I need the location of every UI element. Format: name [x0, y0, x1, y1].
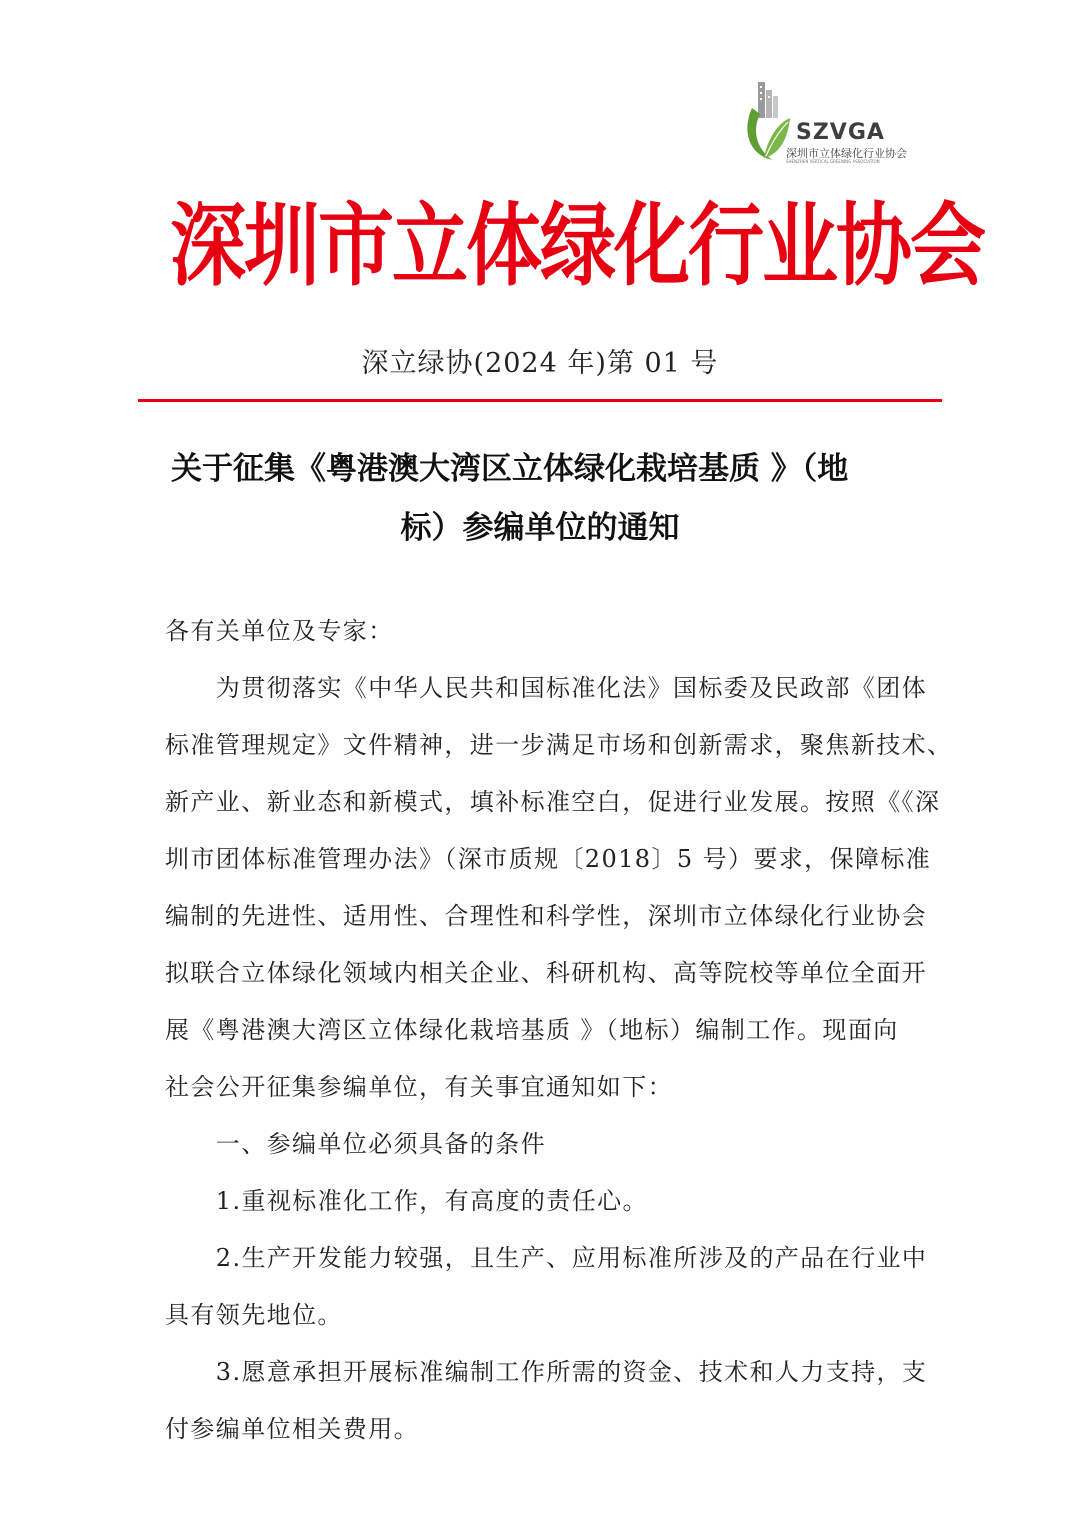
list-item-continuation: 具有领先地位。 [165, 1301, 343, 1329]
body-line: 新产业、新业态和新模式，填补标准空白，促进行业发展。按照《《深 [165, 788, 941, 816]
notice-body [165, 603, 953, 1458]
notice-title [165, 440, 915, 558]
notice-title-line: 关于征集《粤港澳大湾区立体绿化栽培基质 》（地 [171, 451, 849, 487]
document-number: 深立绿协(2024 年)第 01 号 [361, 348, 719, 379]
body-line: 为贯彻落实《中华人民共和国标准化法》国标委及民政部《团体 [165, 674, 927, 702]
body-line: 社会公开征集参编单位，有关事宜通知如下： [165, 1073, 673, 1101]
list-item: 1.重视标准化工作，有高度的责任心。 [165, 1187, 648, 1215]
body-line: 编制的先进性、适用性、合理性和科学性，深圳市立体绿化行业协会 [165, 902, 927, 930]
logo-chinese-name: 深圳市立体绿化行业协会 [786, 147, 907, 160]
logo-english-name: SHENZHEN VERTICAL GREENING ASSOCIATION [786, 159, 880, 164]
body-line: 标准管理规定》文件精神，进一步满足市场和创新需求，聚焦新技术、 [165, 731, 953, 759]
notice-title-line: 标）参编单位的通知 [400, 510, 680, 546]
list-item-continuation: 付参编单位相关费用。 [165, 1415, 419, 1443]
header-divider [138, 399, 942, 402]
salutation: 各有关单位及专家： [165, 617, 394, 645]
logo-abbreviation: SZVGA [796, 120, 885, 145]
list-item: 2.生产开发能力较强，且生产、应用标准所涉及的产品在行业中 [165, 1244, 928, 1272]
organization-title: 深圳市立体绿化行业协会 [170, 192, 984, 298]
body-line: 拟联合立体绿化领域内相关企业、科研机构、高等院校等单位全面开 [165, 959, 927, 987]
body-line: 圳市团体标准管理办法》（深市质规〔2018〕5 号）要求，保障标准 [165, 845, 932, 873]
body-line: 展《粤港澳大湾区立体绿化栽培基质 》（地标）编制工作。现面向 [165, 1016, 899, 1044]
association-logo [742, 78, 917, 170]
list-item: 3.愿意承担开展标准编制工作所需的资金、技术和人力支持，支 [165, 1358, 928, 1386]
section-heading: 一、参编单位必须具备的条件 [165, 1130, 546, 1158]
